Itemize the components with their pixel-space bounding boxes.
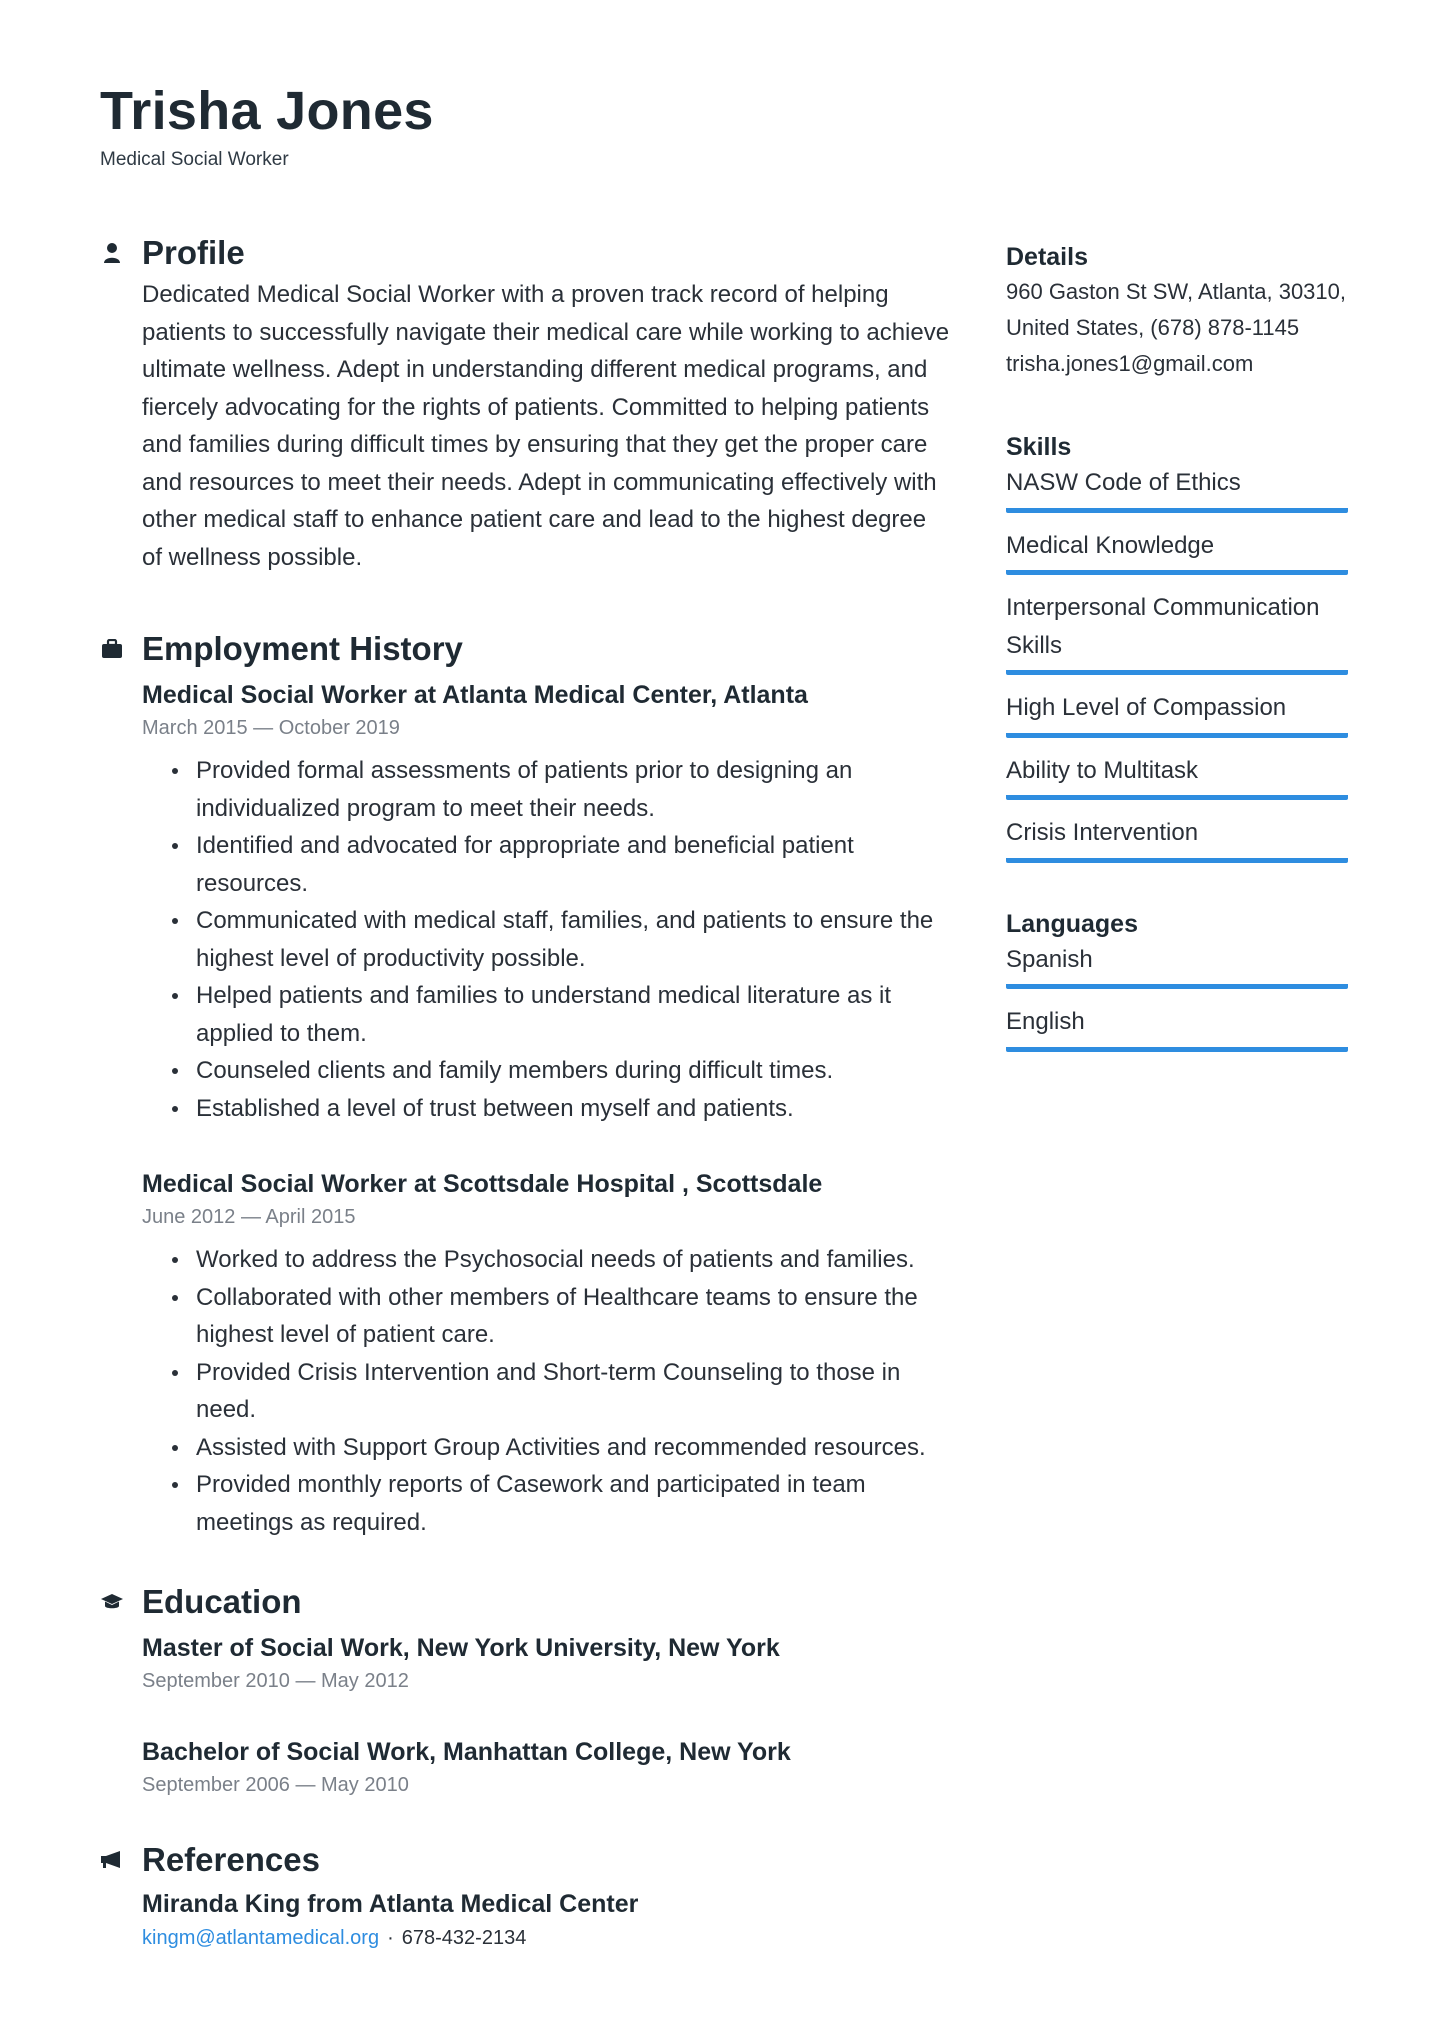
briefcase-icon	[100, 637, 124, 661]
skills-heading: Skills	[1006, 433, 1072, 461]
list-item: Established a level of trust between myself and patients.	[196, 1090, 950, 1128]
references-heading: References	[142, 1841, 320, 1878]
job-bullets	[142, 1241, 950, 1541]
job-dates: March 2015 — October 2019	[142, 717, 400, 739]
skill-item: Ability to Multitask	[1006, 752, 1348, 801]
address-line: 960 Gaston St SW, Atlanta, 30310,	[1006, 279, 1347, 304]
references-header	[142, 1839, 950, 1881]
details-heading: Details	[1006, 243, 1088, 271]
language-item: English	[1006, 1003, 1348, 1052]
reference-phone: 678-432-2134	[401, 1927, 527, 1949]
sidebar	[1006, 240, 1348, 1092]
education-heading: Education	[142, 1583, 302, 1620]
person-icon	[100, 241, 124, 265]
skill-item: Crisis Intervention	[1006, 814, 1348, 863]
profile-heading: Profile	[142, 234, 245, 271]
skill-item: Interpersonal Communication Skills	[1006, 589, 1348, 675]
list-item: Provided monthly reports of Casework and participated in team meetings as required.	[196, 1466, 950, 1541]
job-title-subtitle: Medical Social Worker	[100, 149, 289, 170]
skill-item: NASW Code of Ethics	[1006, 464, 1348, 513]
skill-item: Medical Knowledge	[1006, 527, 1348, 576]
education-entry	[142, 1735, 950, 1799]
list-item: Provided Crisis Intervention and Short-term Counseling to those in need.	[196, 1354, 950, 1429]
languages-heading: Languages	[1006, 909, 1138, 938]
job-entry	[142, 1167, 950, 1541]
profile-header	[142, 232, 950, 274]
candidate-name: Trisha Jones	[100, 81, 434, 141]
languages-block	[1006, 907, 1348, 1052]
reference-name: Miranda King from Atlanta Medical Center	[142, 1890, 639, 1918]
list-item: Provided formal assessments of patients prior to designing an individualized program to meet their needs.	[196, 752, 950, 827]
degree-dates: September 2006 — May 2010	[142, 1774, 409, 1796]
list-item: Counseled clients and family members during difficult times.	[196, 1052, 950, 1090]
degree-title: Master of Social Work, New York University, New York	[142, 1634, 780, 1662]
list-item: Worked to address the Psychosocial needs of patients and families.	[196, 1241, 950, 1279]
job-dates: June 2012 — April 2015	[142, 1206, 356, 1228]
job-title: Medical Social Worker at Atlanta Medical Center, Atlanta	[142, 681, 808, 709]
employment-section	[100, 628, 950, 1541]
skill-item: High Level of Compassion	[1006, 689, 1348, 738]
email-link[interactable]: trisha.jones1@gmail.com	[1006, 351, 1254, 376]
education-section	[100, 1581, 950, 1799]
address-phone-line: United States, (678) 878-1145	[1006, 315, 1300, 340]
employment-header	[142, 628, 950, 670]
list-item: Identified and advocated for appropriate and beneficial patient resources.	[196, 827, 950, 902]
job-title: Medical Social Worker at Scottsdale Hospital , Scottsdale	[142, 1170, 823, 1198]
reference-entry	[142, 1887, 950, 1953]
graduation-cap-icon	[100, 1590, 124, 1614]
separator-dot: ·	[387, 1927, 394, 1949]
job-bullets	[142, 752, 950, 1127]
megaphone-icon	[100, 1848, 124, 1872]
list-item: Collaborated with other members of Healthcare teams to ensure the highest level of patient care.	[196, 1279, 950, 1354]
education-entry	[142, 1631, 950, 1695]
reference-email-link[interactable]: kingm@atlantamedical.org	[142, 1927, 380, 1949]
details-block	[1006, 240, 1348, 382]
main-column	[100, 232, 950, 2005]
reference-contact	[142, 1923, 950, 1953]
employment-heading: Employment History	[142, 630, 463, 667]
profile-text: Dedicated Medical Social Worker with a proven track record of helping patients to successfully navigate their medical care while working to achieve ultimate wellness. Adept in understanding different medical programs, and fiercely advocating for the rights of patients. Committed to helping patients and families during difficult times by ensuring that they get the proper care and resources to meet their needs. Adept in communicating effectively with other medical staff to enhance patient care and lead to the highest degree of wellness possible.	[142, 281, 950, 571]
list-item: Assisted with Support Group Activities and recommended resources.	[196, 1429, 950, 1467]
degree-title: Bachelor of Social Work, Manhattan College, New York	[142, 1738, 791, 1766]
references-section	[100, 1839, 950, 1953]
profile-section	[100, 232, 950, 576]
skills-block	[1006, 430, 1348, 863]
list-item: Helped patients and families to understand medical literature as it applied to them.	[196, 977, 950, 1052]
degree-dates: September 2010 — May 2012	[142, 1670, 409, 1692]
job-entry	[142, 678, 950, 1127]
language-item: Spanish	[1006, 941, 1348, 990]
education-header	[142, 1581, 950, 1623]
list-item: Communicated with medical staff, families, and patients to ensure the highest level of productivity possible.	[196, 902, 950, 977]
